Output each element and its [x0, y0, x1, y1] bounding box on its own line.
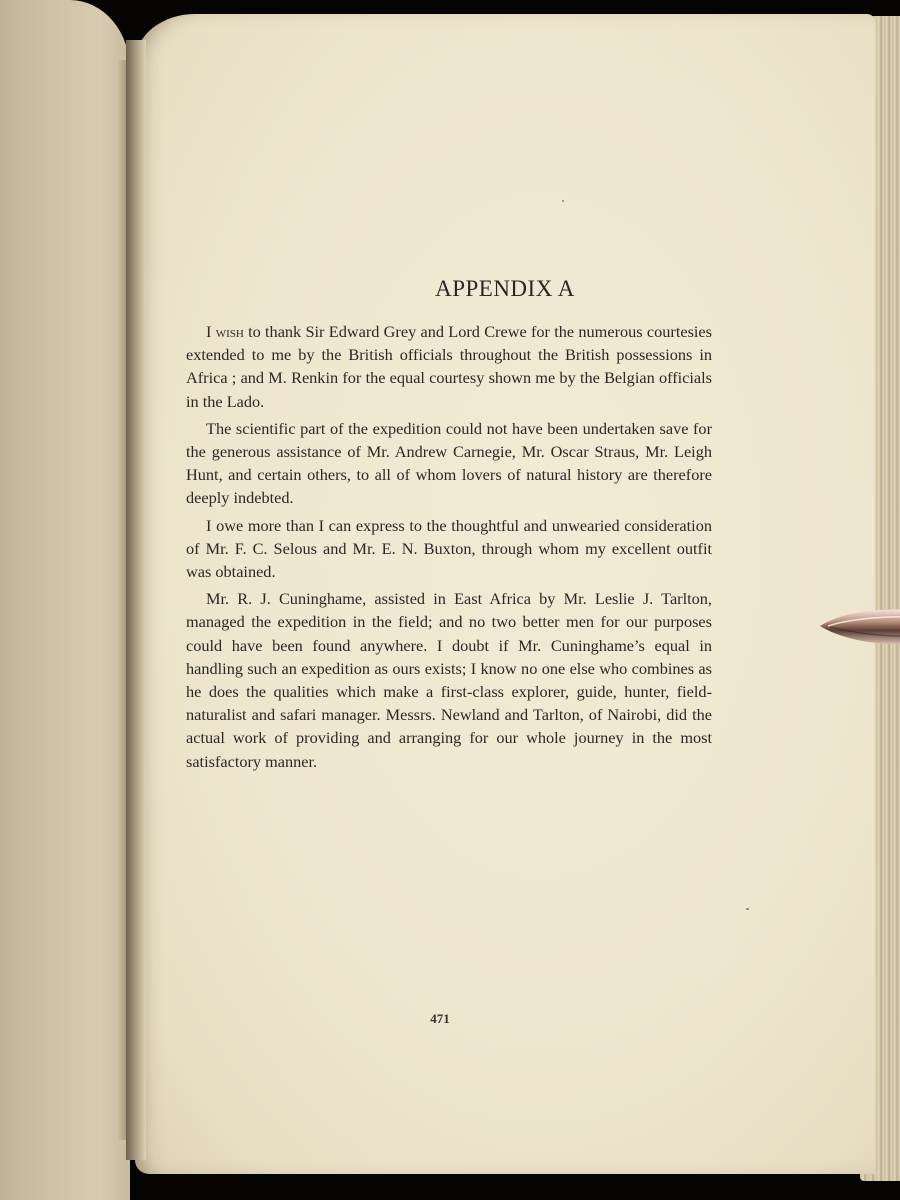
left-facing-page — [0, 0, 130, 1200]
page-number: 471 — [430, 1011, 450, 1026]
page-gutter — [126, 40, 146, 1160]
paragraph-lead-word: I wish — [206, 322, 244, 341]
bookmark-clip-icon — [818, 604, 900, 650]
paper-speck — [562, 200, 564, 202]
paragraph-acknowledgement-officials — [186, 320, 712, 413]
appendix-heading: APPENDIX A — [435, 276, 575, 301]
paragraph-outfit: I owe more than I can express to the thoughtful and unwearied consideration of Mr. F. C. Selous and Mr. E. N. Buxton, through whom my excellent outfit was obtained. — [186, 515, 712, 582]
paragraph-expedition-management: Mr. R. J. Cuninghame, assisted in East Africa by Mr. Leslie J. Tarlton, managed the expedition in the field; and no two better men for our purposes could have been found anywhere. I doubt if Mr. Cuninghame’s equal in handling such an expedition as ours exists; I know no one else who combines as he does the qualities which make a first-class explorer, guide, hunter, field-naturalist and safari manager. Messrs. Newland and Tarlton, of Nairobi, did the actual work of providing and arranging for our whole journey in the most satisfactory manner. — [186, 589, 712, 771]
paragraph-text: to thank Sir Edward Grey and Lord Crewe for the numerous courtesies extended to me by the British officials throughout the British possessions in Africa ; and M. Renkin for the equal courtesy shown me by the Belgian officials in the Lado. — [186, 322, 712, 411]
appendix-body — [186, 320, 712, 777]
paragraph-scientific-part: The scientific part of the expedition could not have been undertaken save for the generous assistance of Mr. Andrew Carnegie, Mr. Oscar Straus, Mr. Leigh Hunt, and certain others, to all of whom lovers of natural history are therefore deeply indebted. — [186, 418, 712, 508]
book-page — [135, 14, 875, 1174]
paper-speck — [746, 908, 749, 910]
